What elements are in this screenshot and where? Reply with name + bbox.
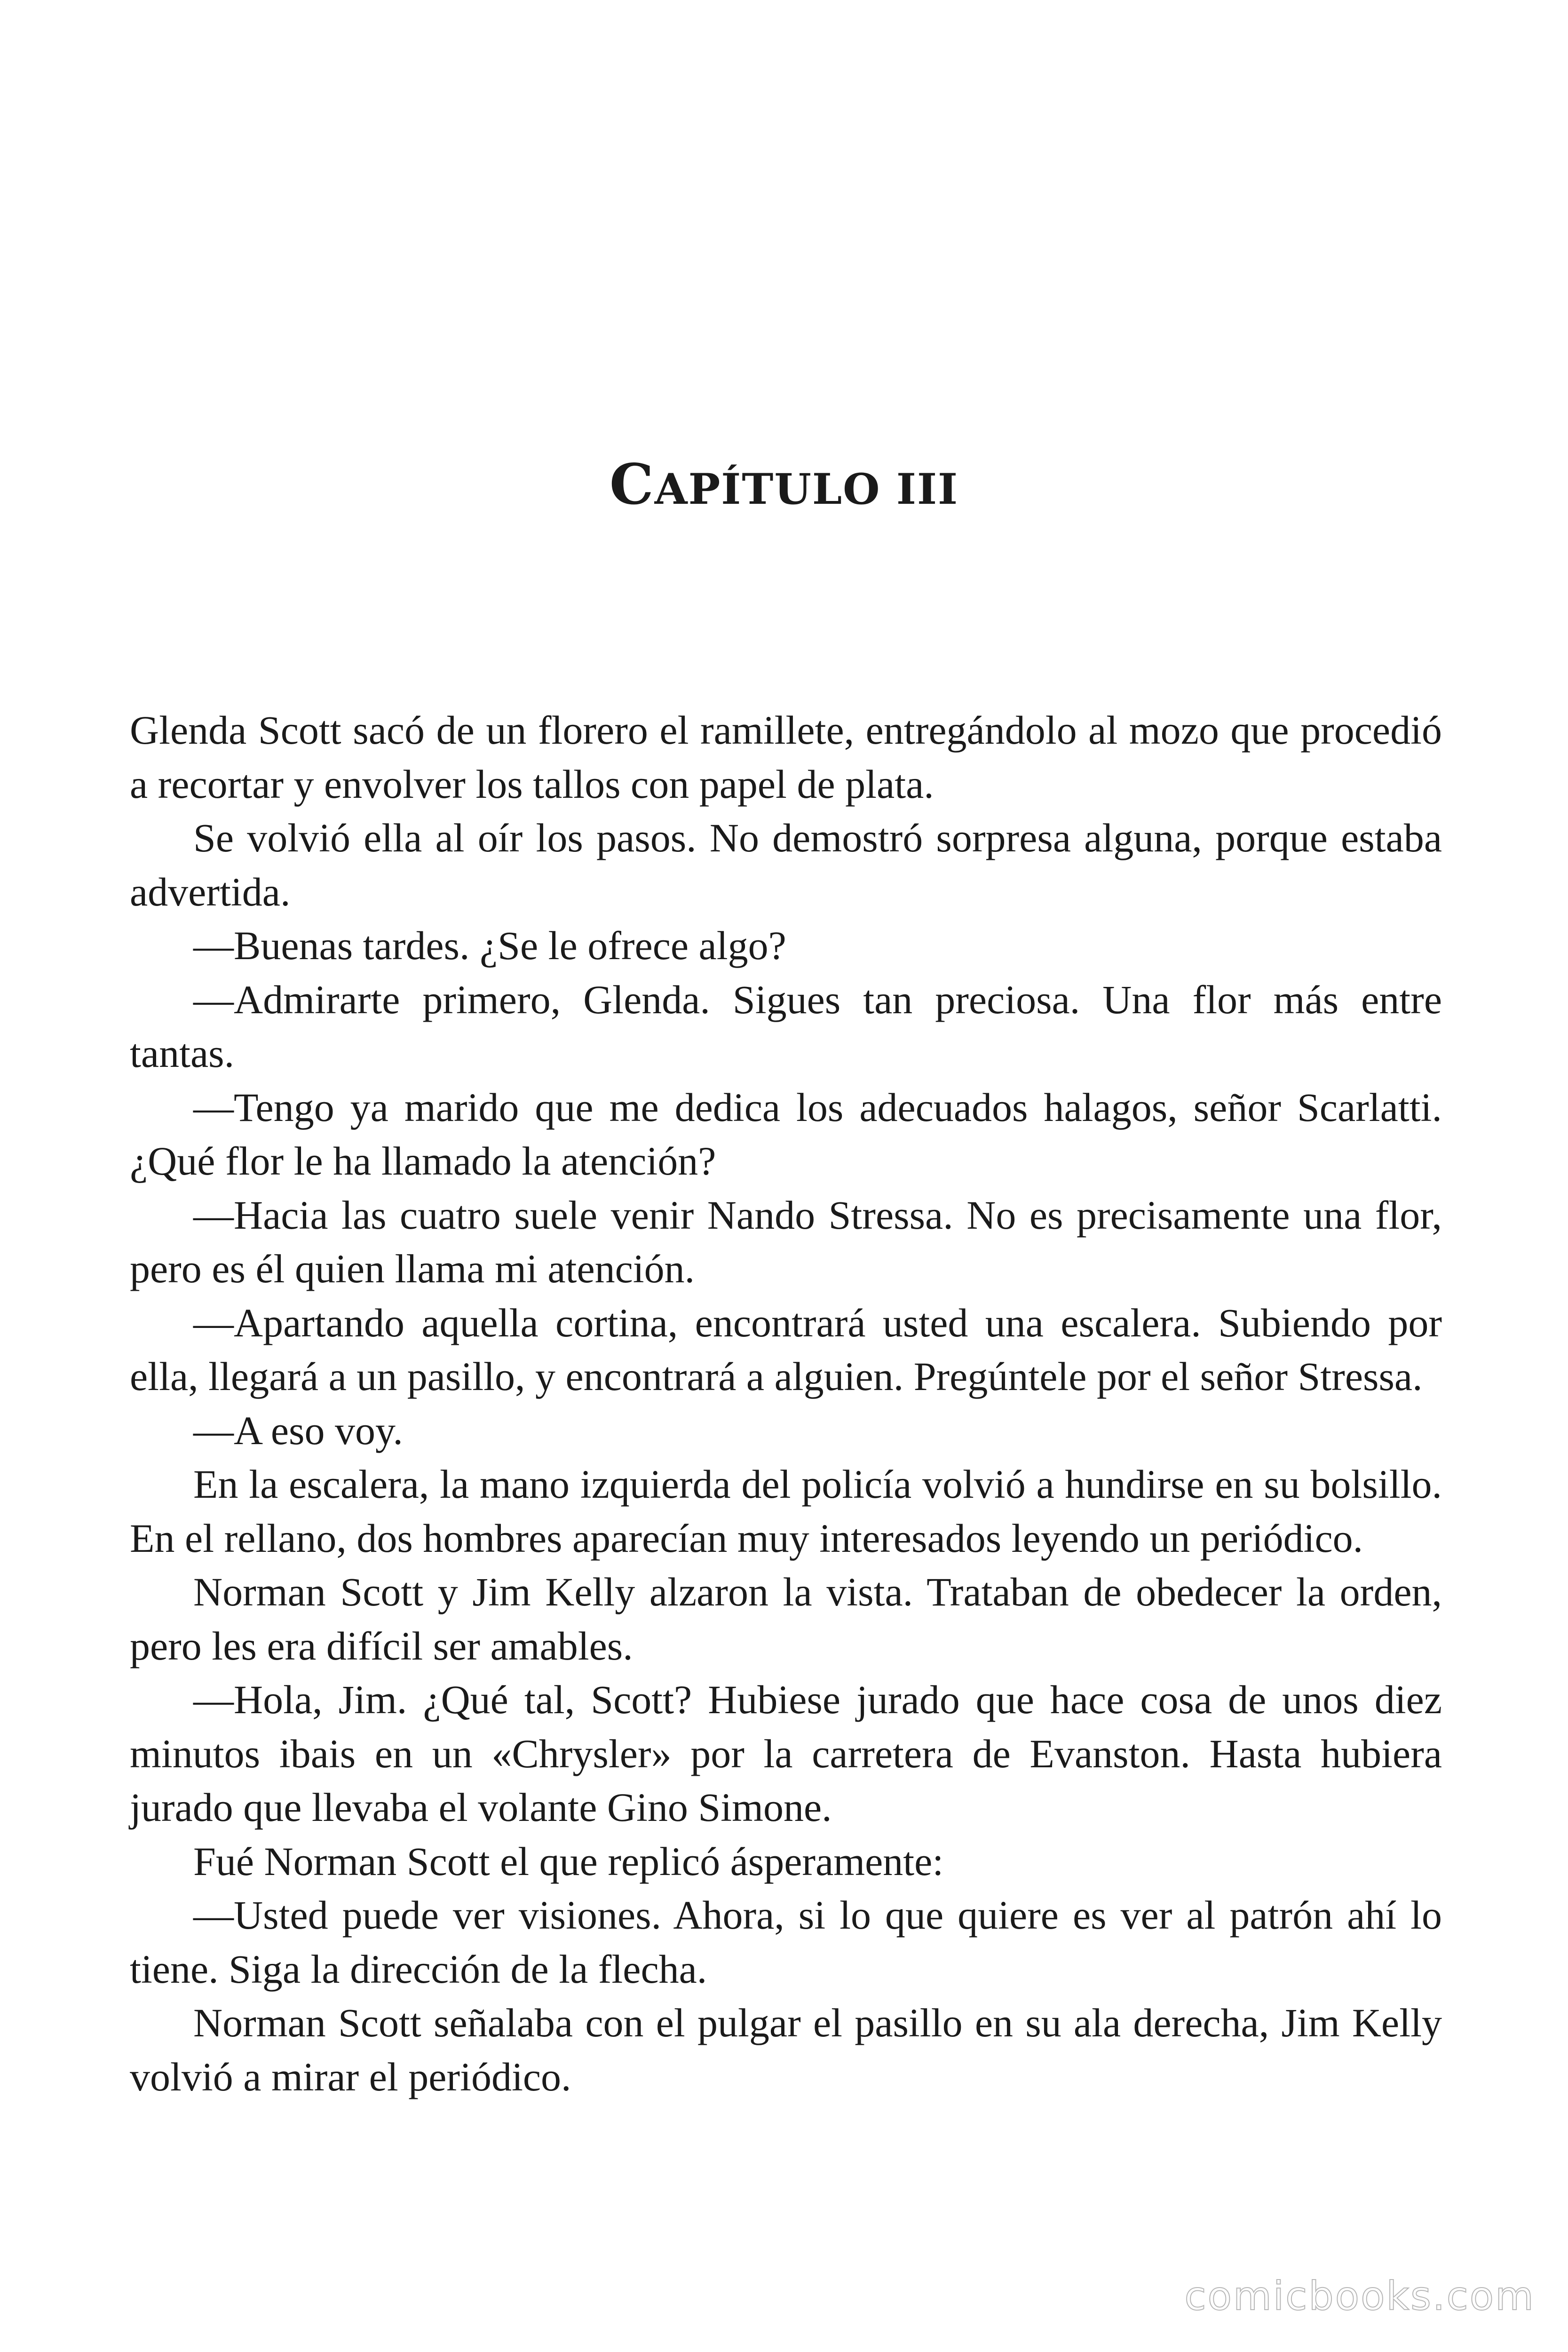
paragraph: Norman Scott señalaba con el pulgar el pasillo en su ala derecha, Jim Kelly volvió a mirar el periódico. — [130, 2000, 1442, 2099]
paragraph: —Usted puede ver visiones. Ahora, si lo que quiere es ver al patrón ahí lo tiene. Siga la dirección de la flecha. — [130, 1892, 1442, 1992]
chapter-title — [0, 452, 1568, 517]
paragraph: Glenda Scott sacó de un florero el ramillete, entregándolo al mozo que procedió a recortar y envolver los tallos con papel de plata. — [130, 707, 1442, 807]
paragraph: —Hacia las cuatro suele venir Nando Stressa. No es precisamente una flor, pero es él quien llama mi atención. — [130, 1192, 1442, 1291]
chapter-title-initial: C — [609, 452, 655, 517]
paragraph: —Hola, Jim. ¿Qué tal, Scott? Hubiese jurado que hace cosa de unos diez minutos ibais en un «Chrysler» por la carretera de Evanston. Hasta hubiera jurado que llevaba el volante Gino Simone. — [130, 1677, 1442, 1830]
paragraph: —Buenas tardes. ¿Se le ofrece algo? — [193, 923, 786, 968]
paragraph: En la escalera, la mano izquierda del policía volvió a hundirse en su bolsillo. En el rellano, dos hombres aparecían muy interesados leyendo un periódico. — [130, 1462, 1442, 1561]
chapter-title-rest: APÍTULO III — [654, 464, 959, 514]
paragraph: —A eso voy. — [193, 1407, 403, 1453]
paragraph: Se volvió ella al oír los pasos. No demostró sorpresa alguna, porque estaba advertida. — [130, 815, 1442, 914]
paragraph: Fué Norman Scott el que replicó ásperamente: — [193, 1838, 944, 1884]
paragraph: —Apartando aquella cortina, encontrará usted una escalera. Subiendo por ella, llegará a un pasillo, y encontrará a alguien. Pregúntele por el señor Stressa. — [130, 1300, 1442, 1399]
paragraph: Norman Scott y Jim Kelly alzaron la vista. Trataban de obedecer la orden, pero les era difícil ser amables. — [130, 1569, 1442, 1669]
watermark: comicbooks.com — [1184, 2273, 1535, 2319]
paragraph: —Admirarte primero, Glenda. Sigues tan preciosa. Una flor más entre tantas. — [130, 977, 1442, 1076]
chapter-body — [130, 703, 1442, 2104]
paragraph: —Tengo ya marido que me dedica los adecuados halagos, señor Scarlatti. ¿Qué flor le ha llamado la atención? — [130, 1084, 1442, 1184]
